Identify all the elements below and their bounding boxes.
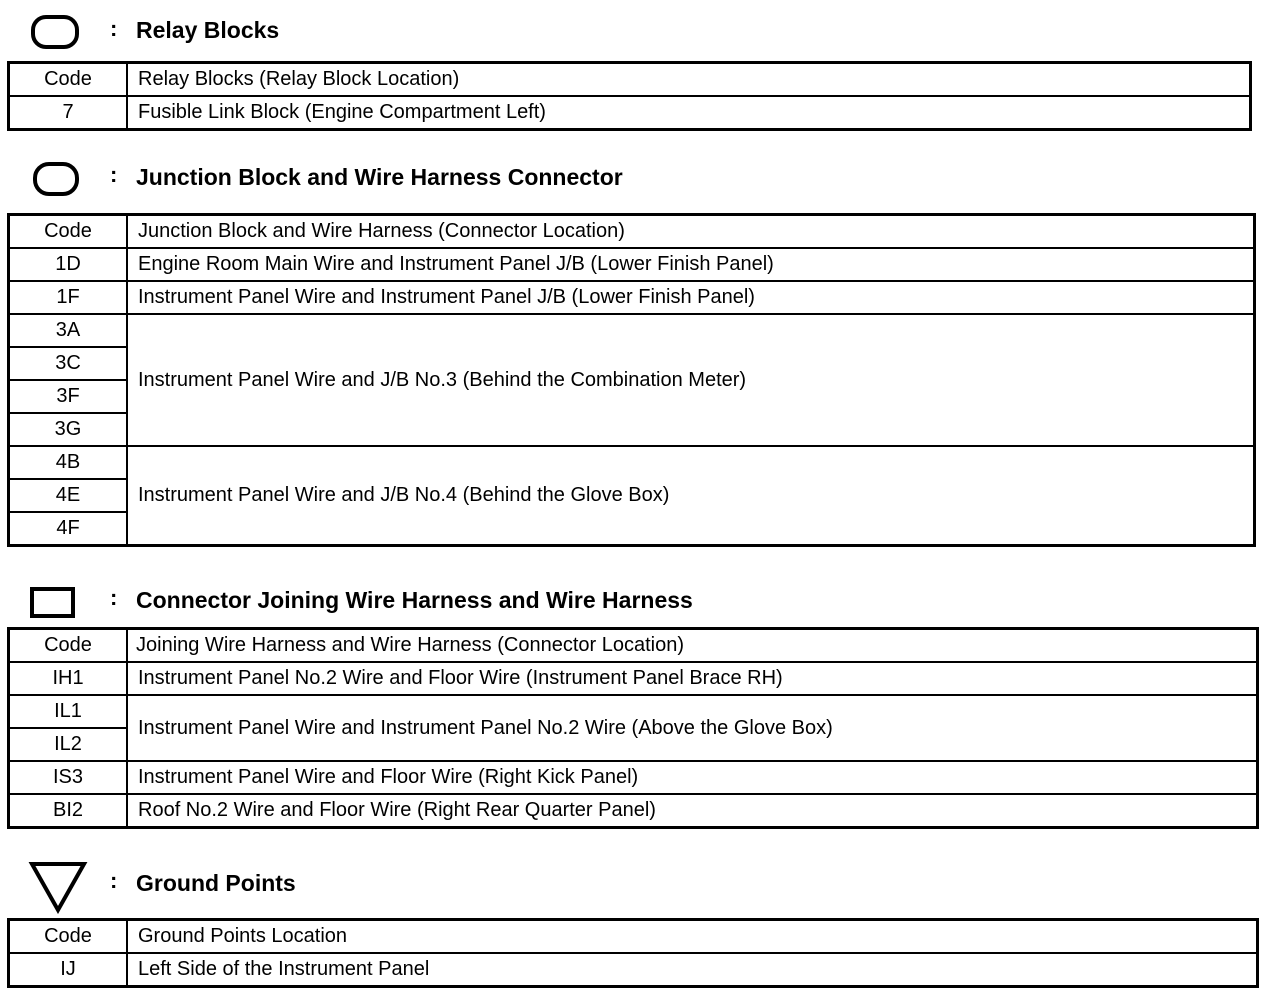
code-cell: 4B [9, 446, 128, 479]
colon-separator: : [110, 16, 118, 41]
code-cell: 7 [9, 96, 128, 130]
description-cell: Fusible Link Block (Engine Compartment Left) [127, 96, 1251, 130]
code-header: Code [9, 629, 128, 663]
rectangle-icon [29, 586, 77, 620]
code-cell: IL2 [9, 728, 128, 761]
colon-separator: : [110, 162, 118, 187]
description-cell: Instrument Panel Wire and J/B No.3 (Behind the Combination Meter) [127, 314, 1255, 446]
column-header: Relay Blocks (Relay Block Location) [127, 63, 1251, 97]
table-row [9, 695, 1258, 728]
code-cell: 1D [9, 248, 128, 281]
rounded-rect-icon [30, 14, 80, 50]
column-header: Joining Wire Harness and Wire Harness (Connector Location) [127, 629, 1258, 663]
code-cell: 3G [9, 413, 128, 446]
code-header: Code [9, 920, 128, 954]
description-cell: Left Side of the Instrument Panel [127, 953, 1258, 987]
ground-points-heading [0, 858, 1280, 902]
table-header-row [9, 629, 1258, 663]
code-cell: 4F [9, 512, 128, 546]
description-cell: Instrument Panel No.2 Wire and Floor Wire (Instrument Panel Brace RH) [127, 662, 1258, 695]
relay-blocks-table [7, 61, 1252, 131]
table-row [9, 248, 1255, 281]
colon-separator: : [110, 868, 118, 893]
table-row [9, 446, 1255, 479]
column-header: Junction Block and Wire Harness (Connector Location) [127, 215, 1255, 249]
section-title: Connector Joining Wire Harness and Wire Harness [136, 587, 693, 613]
table-row [9, 794, 1258, 828]
description-cell: Instrument Panel Wire and J/B No.4 (Behind the Glove Box) [127, 446, 1255, 546]
code-cell: IL1 [9, 695, 128, 728]
section-title: Relay Blocks [136, 17, 280, 43]
description-cell: Instrument Panel Wire and Instrument Panel J/B (Lower Finish Panel) [127, 281, 1255, 314]
table-header-row [9, 215, 1255, 249]
code-cell: IH1 [9, 662, 128, 695]
relay-blocks-heading [0, 8, 1280, 52]
table-row [9, 314, 1255, 347]
code-cell: 4E [9, 479, 128, 512]
column-header: Ground Points Location [127, 920, 1258, 954]
table-header-row [9, 63, 1251, 97]
connector-heading [0, 580, 1280, 624]
description-cell: Engine Room Main Wire and Instrument Panel J/B (Lower Finish Panel) [127, 248, 1255, 281]
code-cell: BI2 [9, 794, 128, 828]
table-row [9, 96, 1251, 130]
code-cell: 3F [9, 380, 128, 413]
table-row [9, 281, 1255, 314]
description-cell: Roof No.2 Wire and Floor Wire (Right Rear Quarter Panel) [127, 794, 1258, 828]
junction-block-heading [0, 158, 1280, 202]
ground-points-table [7, 918, 1259, 988]
table-row [9, 953, 1258, 987]
table-row [9, 662, 1258, 695]
connector-table [7, 627, 1259, 829]
code-header: Code [9, 215, 128, 249]
junction-block-table [7, 213, 1256, 547]
code-header: Code [9, 63, 128, 97]
colon-separator: : [110, 585, 118, 610]
table-row [9, 761, 1258, 794]
code-cell: IS3 [9, 761, 128, 794]
section-title: Ground Points [136, 870, 296, 896]
triangle-down-icon [28, 860, 88, 914]
code-cell: 1F [9, 281, 128, 314]
oval-rect-icon [32, 161, 80, 197]
code-cell: 3C [9, 347, 128, 380]
code-cell: 3A [9, 314, 128, 347]
section-title: Junction Block and Wire Harness Connector [136, 164, 623, 190]
table-header-row [9, 920, 1258, 954]
description-cell: Instrument Panel Wire and Floor Wire (Right Kick Panel) [127, 761, 1258, 794]
code-cell: IJ [9, 953, 128, 987]
description-cell: Instrument Panel Wire and Instrument Panel No.2 Wire (Above the Glove Box) [127, 695, 1258, 761]
